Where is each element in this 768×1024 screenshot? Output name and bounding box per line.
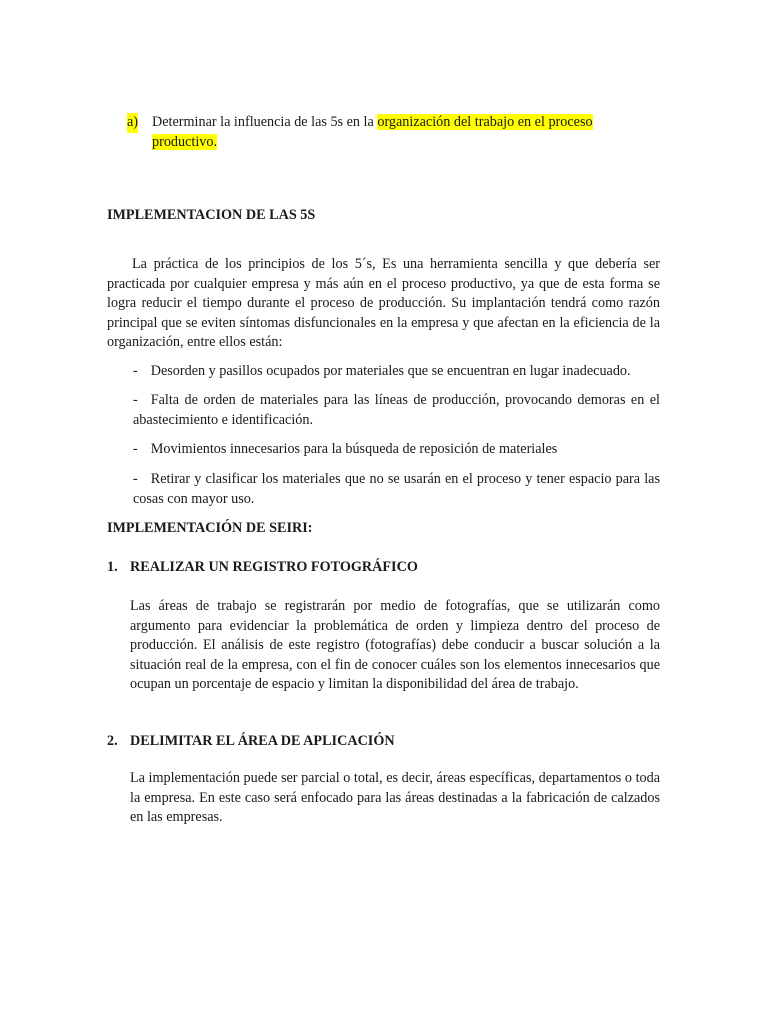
bullet-dash: - bbox=[133, 363, 138, 379]
bullet-item-4 bbox=[133, 470, 660, 509]
bullet-item-2 bbox=[133, 391, 660, 430]
bullet-text: Desorden y pasillos ocupados por materiales que se encuentran en lugar inadecuado. bbox=[150, 363, 631, 379]
item-1-heading: REALIZAR UN REGISTRO FOTOGRÁFICO bbox=[130, 559, 418, 575]
bullet-text: Movimientos innecesarios para la búsqueda de reposición de materiales bbox=[150, 441, 558, 457]
objective-text-plain: Determinar la influencia de las 5s en la bbox=[152, 114, 378, 130]
objective-text bbox=[152, 113, 660, 152]
intro-paragraph: La práctica de los principios de los 5´s, Es una herramienta sencilla y que debería ser practicada por cualquier empresa y más aún en el proceso productivo, ya que de esta forma se logra reducir el tiempo durante el proceso de producción. Su implantación tendrá como razón principal que se eviten síntomas disfuncionales en la empresa y que afectan en la eficiencia de la organización, entre ellos están: bbox=[107, 256, 660, 350]
item-1-number: 1. bbox=[107, 559, 118, 575]
objective-marker: a) bbox=[127, 113, 138, 133]
item-2-number: 2. bbox=[107, 733, 118, 749]
section-heading-implementacion: IMPLEMENTACION DE LAS 5S bbox=[107, 207, 316, 223]
bullet-dash: - bbox=[133, 441, 138, 457]
bullet-dash: - bbox=[133, 471, 138, 487]
bullet-item-1 bbox=[133, 362, 660, 382]
item-2-heading: DELIMITAR EL ÁREA DE APLICACIÓN bbox=[130, 733, 395, 749]
bullet-text: Falta de orden de materiales para las líneas de producción, provocando demoras en el abastecimiento e identificación. bbox=[133, 392, 660, 428]
bullet-dash: - bbox=[133, 392, 138, 408]
objective-highlight-1: organización del trabajo en el proceso bbox=[377, 114, 593, 130]
bullet-item-3 bbox=[133, 440, 660, 460]
item-2-paragraph: La implementación puede ser parcial o total, es decir, áreas específicas, departamentos o toda la empresa. En este caso será enfocado para las áreas destinadas a la fabricación de calzados en las empresas. bbox=[130, 770, 660, 825]
item-1-paragraph: Las áreas de trabajo se registrarán por medio de fotografías, que se utilizarán como argumento para evidenciar la problemática de orden y limpieza dentro del proceso de producción. El análisis de este registro (fotografías) debe conducir a buscar solución a la situación real de la empresa, con el fin de conocer cuáles son los elementos innecesarios que ocupan un porcentaje de espacio y limitan la disponibilidad del área de trabajo. bbox=[130, 598, 660, 692]
section-heading-seiri: IMPLEMENTACIÓN DE SEIRI: bbox=[107, 520, 313, 536]
bullet-text: Retirar y clasificar los materiales que no se usarán en el proceso y tener espacio para las cosas con mayor uso. bbox=[133, 471, 660, 507]
objective-highlight-2: productivo. bbox=[152, 133, 218, 150]
